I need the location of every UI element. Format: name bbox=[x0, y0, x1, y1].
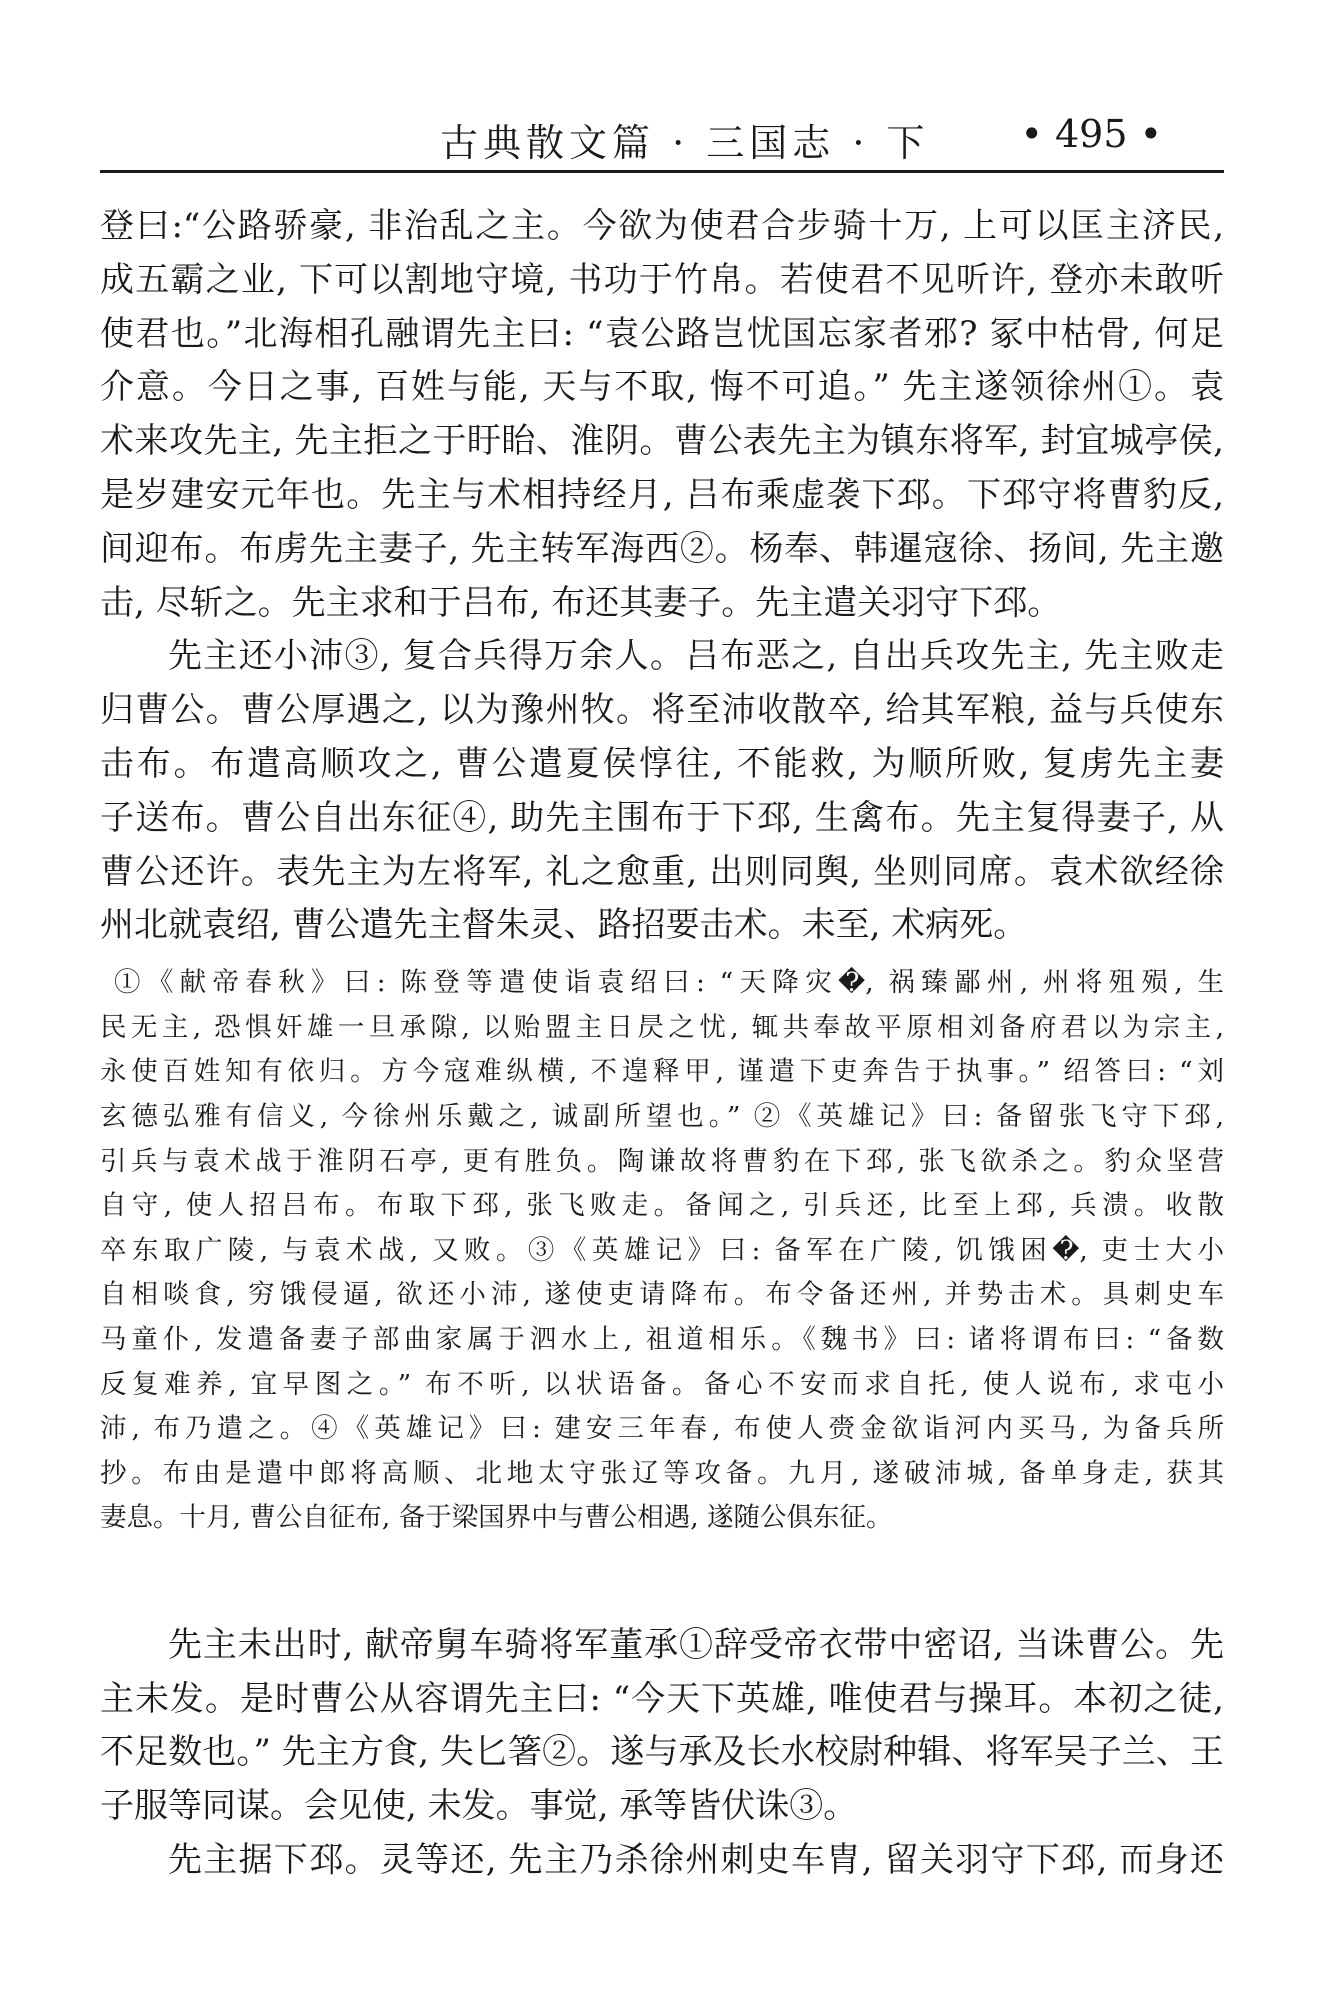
footnote-line: 自相啖食, 穷饿侵逼, 欲还小沛, 遂使吏请降布。布令备还州, 并势击术。具刺史车 bbox=[100, 1279, 1224, 1311]
footnote-line: 沛, 布乃遣之。④《英雄记》曰: 建安三年春, 布使人赍金欲诣河内买马, 为备兵所 bbox=[100, 1413, 1224, 1445]
text-line: 先主据下邳。灵等还, 先主乃杀徐州刺史车胄, 留关羽守下邳, 而身还 bbox=[168, 1840, 1224, 1881]
text-line: 先主未出时, 献帝舅车骑将军董承①辞受帝衣带中密诏, 当诛曹公。先 bbox=[168, 1624, 1224, 1665]
text-line: 登曰:“公路骄豪, 非治乱之主。今欲为使君合步骑十万, 上可以匡主济民, bbox=[100, 206, 1224, 246]
text-line: 击, 尽斩之。先主求和于吕布, 布还其妻子。先主遣关羽守下邳。 bbox=[100, 582, 1062, 623]
header-title: 古典散文篇 · 三国志 · 下 bbox=[440, 121, 930, 165]
page-number: • 495 • bbox=[1020, 112, 1162, 156]
text-line: 是岁建安元年也。先主与术相持经月, 吕布乘虚袭下邳。下邳守将曹豹反, bbox=[100, 474, 1224, 515]
footnote-line: 引兵与袁术战于淮阴石亭, 更有胜负。陶谦故将曹豹在下邳, 张飞欲杀之。豹众坚营 bbox=[100, 1145, 1224, 1177]
running-header bbox=[100, 112, 1220, 172]
text-line: 主未发。是时曹公从容谓先主曰: “今天下英雄, 唯使君与操耳。本初之徒, bbox=[100, 1678, 1224, 1719]
paragraph bbox=[100, 200, 1224, 630]
text-line: 子服等同谋。会见使, 未发。事觉, 承等皆伏诛③。 bbox=[100, 1786, 858, 1827]
footnote-line: 反复难养, 宜早图之。” 布不听, 以状语备。备心不安而求自托, 使人说布, 求屯小 bbox=[100, 1368, 1224, 1400]
paragraph bbox=[100, 630, 1224, 953]
page-body bbox=[100, 200, 1224, 1888]
footnote-line: 民无主, 恐惧奸雄一旦承隙, 以贻盟主日昃之忧, 辄共奉故平原相刘备府君以为宗主, bbox=[100, 1011, 1224, 1043]
footnote-line: 玄德弘雅有信义, 今徐州乐戴之, 诚副所望也。” ②《英雄记》曰: 备留张飞守下邳, bbox=[100, 1100, 1224, 1132]
text-line: 介意。今日之事, 百姓与能, 天与不取, 悔不可追。” 先主遂领徐州①。袁 bbox=[100, 367, 1224, 408]
footnote-line: ①《献帝春秋》曰: 陈登等遣使诣袁绍曰: “天降灾�, 祸臻鄙州, 州将殂殒, 生 bbox=[114, 967, 1224, 999]
text-line: 先主还小沛③, 复合兵得万余人。吕布恶之, 自出兵攻先主, 先主败走 bbox=[168, 636, 1224, 677]
header-rule bbox=[100, 170, 1224, 173]
section-gap bbox=[100, 1541, 1224, 1619]
footnote-line: 妻息。十月, 曹公自征布, 备于梁国界中与曹公相遇, 遂随公俱东征。 bbox=[100, 1502, 893, 1534]
paragraph bbox=[100, 1834, 1224, 1888]
text-line: 术来攻先主, 先主拒之于盱眙、淮阴。曹公表先主为镇东将军, 封宜城亭侯, bbox=[100, 421, 1224, 462]
footnote-line: 永使百姓知有依归。方今寇难纵横, 不遑释甲, 谨遣下吏奔告于执事。” 绍答曰: “刘 bbox=[100, 1056, 1224, 1088]
text-line: 间迎布。布虏先主妻子, 先主转军海西②。杨奉、韩暹寇徐、扬间, 先主邀 bbox=[100, 528, 1224, 569]
footnote-line: 马童仆, 发遣备妻子部曲家属于泗水上, 祖道相乐。《魏书》曰: 诸将谓布曰: “备数 bbox=[100, 1323, 1224, 1355]
text-line: 州北就袁绍, 曹公遣先主督朱灵、路招要击术。未至, 术病死。 bbox=[100, 905, 1028, 946]
text-line: 子送布。曹公自出东征④, 助先主围布于下邳, 生禽布。先主复得妻子, 从 bbox=[100, 797, 1224, 838]
footnotes bbox=[100, 961, 1224, 1541]
footnote-line: 自守, 使人招吕布。布取下邳, 张飞败走。备闻之, 引兵还, 比至上邳, 兵溃。收散 bbox=[100, 1190, 1224, 1222]
text-line: 成五霸之业, 下可以割地守境, 书功于竹帛。若使君不见听许, 登亦未敢听 bbox=[100, 259, 1224, 300]
footnote-line: 卒东取广陵, 与袁术战, 又败。③《英雄记》曰: 备军在广陵, 饥饿困�, 吏士大小 bbox=[100, 1234, 1224, 1266]
paragraph bbox=[100, 1619, 1224, 1834]
text-line: 曹公还许。表先主为左将军, 礼之愈重, 出则同舆, 坐则同席。袁术欲经徐 bbox=[100, 851, 1224, 892]
footnote-line: 抄。布由是遣中郎将高顺、北地太守张辽等攻备。九月, 遂破沛城, 备单身走, 获其 bbox=[100, 1457, 1224, 1489]
text-line: 不足数也。” 先主方食, 失匕箸②。遂与承及长水校尉种辑、将军吴子兰、王 bbox=[100, 1732, 1224, 1773]
text-line: 归曹公。曹公厚遇之, 以为豫州牧。将至沛收散卒, 给其军粮, 益与兵使东 bbox=[100, 690, 1224, 731]
text-line: 使君也。”北海相孔融谓先主曰: “袁公路岂忧国忘家者邪? 冢中枯骨, 何足 bbox=[100, 313, 1224, 354]
text-line: 击布。布遣高顺攻之, 曹公遣夏侯惇往, 不能救, 为顺所败, 复虏先主妻 bbox=[100, 743, 1224, 784]
